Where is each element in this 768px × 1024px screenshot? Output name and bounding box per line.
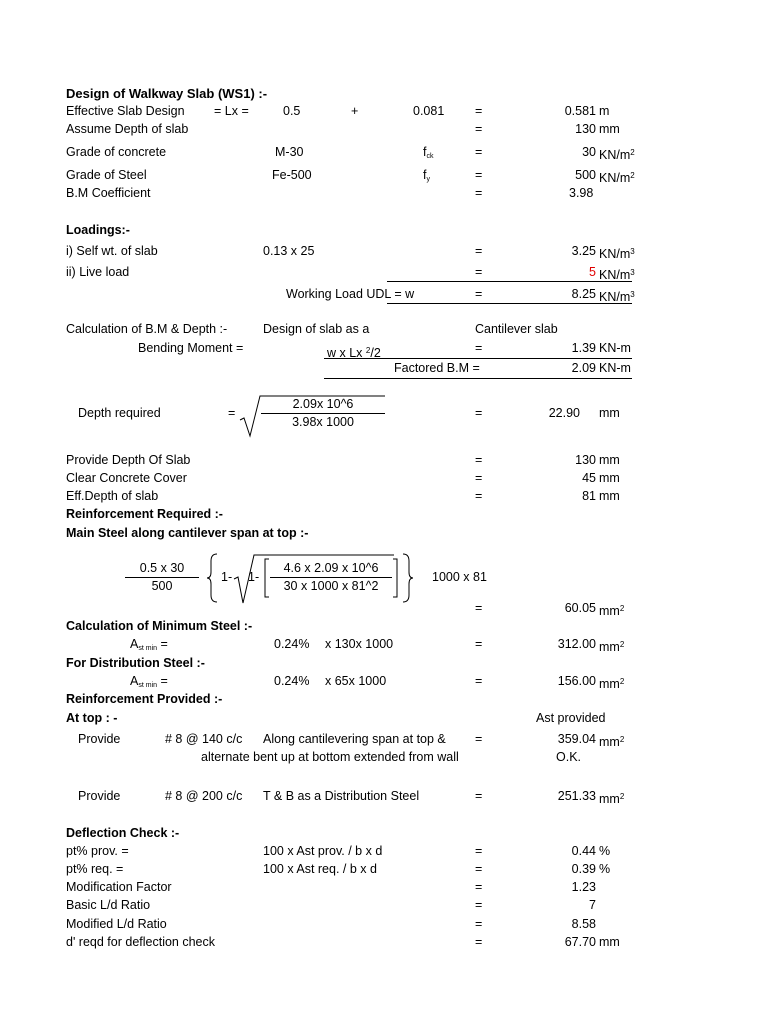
- dist-steel-equals: =: [475, 674, 483, 688]
- defl-row-value: 8.58: [571, 917, 596, 931]
- provide-depth-unit: mm: [599, 453, 620, 467]
- fraction-bar: [261, 413, 385, 414]
- depth-req-value: 22.90: [548, 406, 580, 420]
- min-steel-value: 312.00: [557, 637, 596, 651]
- min-steel-calc: x 130x 1000: [325, 637, 394, 651]
- min-steel-pct: 0.24%: [274, 637, 310, 651]
- self-wt-calc: 0.13 x 25: [263, 244, 315, 258]
- provide-depth-label: Provide Depth Of Slab: [66, 453, 191, 467]
- ast-one-minus-2: 1-: [248, 570, 260, 584]
- factored-bm-label: Factored B.M =: [394, 361, 480, 375]
- depth-req-label: Depth required: [78, 406, 161, 420]
- eff-depth-unit: mm: [599, 489, 620, 503]
- ast-equals: =: [475, 601, 483, 615]
- udl-value: 8.25: [571, 287, 596, 301]
- dist-steel-calc: x 65x 1000: [325, 674, 387, 688]
- concrete-equals: =: [475, 145, 483, 159]
- defl-row-label: Modification Factor: [66, 880, 172, 894]
- effective-label: Effective Slab Design: [66, 104, 185, 118]
- ast-a-numerator: 0.5 x 30: [139, 561, 185, 575]
- dist-steel-unit: $mm^2$: [599, 677, 625, 691]
- provide1-value: 359.04: [557, 732, 596, 746]
- eff-depth-equals: =: [475, 489, 483, 503]
- effective-value: 0.581: [564, 104, 596, 118]
- cover-label: Clear Concrete Cover: [66, 471, 187, 485]
- live-load-label: ii) Live load: [66, 265, 130, 279]
- defl-row-value: 7: [589, 898, 596, 912]
- depth-req-eq: =: [228, 406, 236, 420]
- defl-row-label: pt% prov. =: [66, 844, 129, 858]
- defl-row-value: 67.70: [564, 935, 596, 949]
- depth-req-unit: mm: [599, 406, 620, 420]
- fraction-bar: [125, 577, 199, 578]
- concrete-value: 30: [582, 145, 596, 159]
- dist-steel-pct: 0.24%: [274, 674, 310, 688]
- provide2-desc: T & B as a Distribution Steel: [263, 789, 420, 803]
- self-wt-value: 3.25: [571, 244, 596, 258]
- defl-row-equals: =: [475, 935, 483, 949]
- steel-symbol: $f_y$: [423, 168, 430, 183]
- self-wt-equals: =: [475, 244, 483, 258]
- effective-eq: = Lx =: [214, 104, 249, 118]
- ast-value: 60.05: [564, 601, 596, 615]
- brace-right: [401, 553, 413, 603]
- reinf-required-heading: Reinforcement Required :-: [66, 507, 223, 521]
- bm-equals: =: [475, 341, 483, 355]
- defl-row-value: 0.39: [571, 862, 596, 876]
- provide2-value: 251.33: [557, 789, 596, 803]
- defl-row-label: Basic L/d Ratio: [66, 898, 151, 912]
- defl-row-unit: mm: [599, 935, 620, 949]
- provide-depth-equals: =: [475, 453, 483, 467]
- defl-row-equals: =: [475, 880, 483, 894]
- provide1-label: Provide: [78, 732, 121, 746]
- depth-req-denominator: 3.98x 1000: [292, 415, 354, 429]
- brace-left: [207, 553, 219, 603]
- defl-row-label: Modified L/d Ratio: [66, 917, 167, 931]
- main-steel-heading: Main Steel along cantilever span at top :-: [66, 526, 309, 540]
- eff-depth-value: 81: [582, 489, 596, 503]
- dist-steel-value: 156.00: [557, 674, 596, 688]
- self-wt-label: i) Self wt. of slab: [66, 244, 158, 258]
- min-steel-heading: Calculation of Minimum Steel :-: [66, 619, 253, 633]
- defl-row-equals: =: [475, 898, 483, 912]
- defl-row-equals: =: [475, 844, 483, 858]
- bm-label: Bending Moment =: [138, 341, 244, 355]
- steel-unit: $KN/m^2$: [599, 171, 635, 185]
- depth-req-numerator: 2.09x 10^6: [292, 397, 354, 411]
- bm-formula: w x Lx $^2$/2: [327, 346, 381, 360]
- loadings-heading: Loadings:-: [66, 223, 130, 237]
- cover-equals: =: [475, 471, 483, 485]
- defl-row-value: 0.44: [571, 844, 596, 858]
- ast-multiplier: 1000 x 81: [432, 570, 487, 584]
- steel-equals: =: [475, 168, 483, 182]
- cover-value: 45: [582, 471, 596, 485]
- self-wt-unit: $KN/m^3$: [599, 247, 635, 261]
- assume-depth-equals: =: [475, 122, 483, 136]
- bm-calc-design: Design of slab as a: [263, 322, 370, 336]
- page-title: Design of Walkway Slab (WS1) :-: [66, 86, 268, 101]
- fraction-bar: [270, 577, 392, 578]
- steel-grade: Fe-500: [272, 168, 312, 182]
- dist-steel-symbol: $A_{st min}$ =: [130, 674, 168, 689]
- assume-depth-unit: mm: [599, 122, 620, 136]
- separator-line: [324, 378, 632, 379]
- steel-label: Grade of Steel: [66, 168, 147, 182]
- min-steel-equals: =: [475, 637, 483, 651]
- udl-unit: $KN/m^3$: [599, 290, 635, 304]
- cover-unit: mm: [599, 471, 620, 485]
- provide1-unit: $mm^2$: [599, 735, 625, 749]
- provide1-ok: O.K.: [556, 750, 582, 764]
- provide1-desc2: alternate bent up at bottom extended from wall: [201, 750, 459, 764]
- dist-steel-heading: For Distribution Steel :-: [66, 656, 205, 670]
- ast-b-numerator: 4.6 x 2.09 x 10^6: [283, 561, 379, 575]
- bm-value: 1.39: [571, 341, 596, 355]
- provide2-unit: $mm^2$: [599, 792, 625, 806]
- factored-bm-unit: KN-m: [599, 361, 631, 375]
- defl-row-equals: =: [475, 917, 483, 931]
- effective-a: 0.5: [283, 104, 301, 118]
- provide1-desc: Along cantilevering span at top &: [263, 732, 446, 746]
- defl-row-calc: 100 x Ast prov. / b x d: [263, 844, 383, 858]
- deflection-heading: Deflection Check :-: [66, 826, 180, 840]
- defl-row-unit: %: [599, 862, 611, 876]
- reinf-provided-heading: Reinforcement Provided :-: [66, 692, 223, 706]
- effective-b: 0.081: [413, 104, 445, 118]
- defl-row-calc: 100 x Ast req. / b x d: [263, 862, 377, 876]
- bm-unit: KN-m: [599, 341, 631, 355]
- provide1-bar: # 8 @ 140 c/c: [165, 732, 243, 746]
- ast-one-minus-1: 1-: [221, 570, 233, 584]
- ast-b-denominator: 30 x 1000 x 81^2: [283, 579, 379, 593]
- at-top-label: At top : -: [66, 711, 118, 725]
- concrete-grade: M-30: [275, 145, 304, 159]
- separator-line: [387, 303, 632, 304]
- concrete-unit: $KN/m^2$: [599, 148, 635, 162]
- provide2-equals: =: [475, 789, 483, 803]
- steel-value: 500: [575, 168, 596, 182]
- defl-row-value: 1.23: [571, 880, 596, 894]
- live-load-equals: =: [475, 265, 483, 279]
- bm-coef-value: 3.98: [569, 186, 594, 200]
- defl-row-label: pt% req. =: [66, 862, 124, 876]
- effective-unit: m: [599, 104, 610, 118]
- defl-row-equals: =: [475, 862, 483, 876]
- provide2-label: Provide: [78, 789, 121, 803]
- min-steel-unit: $mm^2$: [599, 640, 625, 654]
- min-steel-symbol: $A_{st min}$ =: [130, 637, 168, 652]
- eff-depth-label: Eff.Depth of slab: [66, 489, 159, 503]
- provide1-equals: =: [475, 732, 483, 746]
- separator-line: [324, 358, 632, 359]
- bm-coef-label: B.M Coefficient: [66, 186, 151, 200]
- factored-bm-value: 2.09: [571, 361, 596, 375]
- provide2-bar: # 8 @ 200 c/c: [165, 789, 243, 803]
- live-load-unit: $KN/m^3$: [599, 268, 635, 282]
- assume-depth-label: Assume Depth of slab: [66, 122, 189, 136]
- assume-depth-value: 130: [575, 122, 596, 136]
- ast-unit: $mm^2$: [599, 604, 625, 618]
- live-load-value: 5: [589, 265, 596, 279]
- effective-plus: +: [351, 104, 359, 118]
- ast-a-denominator: 500: [151, 579, 173, 593]
- depth-req-equals: =: [475, 406, 483, 420]
- bm-calc-type: Cantilever slab: [475, 322, 558, 336]
- defl-row-label: d' reqd for deflection check: [66, 935, 215, 949]
- defl-row-unit: %: [599, 844, 611, 858]
- udl-label: Working Load UDL = w: [286, 287, 415, 301]
- bm-calc-label: Calculation of B.M & Depth :-: [66, 322, 228, 336]
- concrete-symbol: $f_{ck}$: [423, 145, 434, 160]
- provide-depth-value: 130: [575, 453, 596, 467]
- separator-line: [387, 281, 632, 282]
- bracket-right: [392, 558, 398, 598]
- effective-equals: =: [475, 104, 483, 118]
- ast-provided-label: Ast provided: [536, 711, 606, 725]
- udl-equals: =: [475, 287, 483, 301]
- bm-coef-equals: =: [475, 186, 483, 200]
- concrete-label: Grade of concrete: [66, 145, 167, 159]
